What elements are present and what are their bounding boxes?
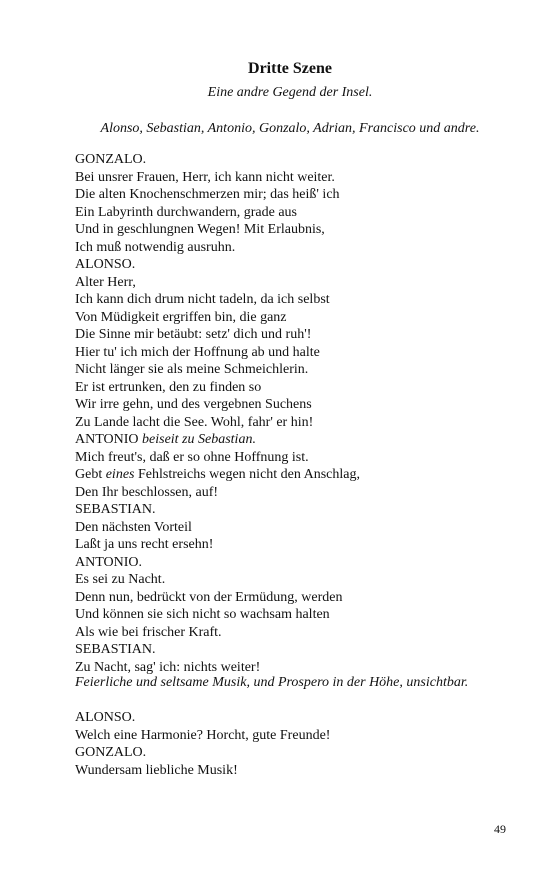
- verse-line: Wir irre gehn, und des vergebnen Suchens: [75, 397, 312, 412]
- dialogue-block: [75, 709, 535, 779]
- verse-line: Ein Labyrinth durchwandern, grade aus: [75, 204, 297, 220]
- emphasized-word: eines: [105, 467, 135, 482]
- speaker-gonzalo: GONZALO.: [75, 152, 147, 167]
- verse-fragment: Gebt: [75, 467, 106, 482]
- speaker-alonso: ALONSO.: [75, 710, 136, 725]
- verse-line: Hier tu' ich mich der Hoffnung ab und halte: [75, 344, 320, 360]
- verse-line: Alter Herr,: [75, 274, 136, 290]
- verse-line: Er ist ertrunken, den zu finden so: [75, 379, 262, 395]
- speaker-name: ANTONIO: [75, 432, 139, 447]
- verse-line: Nicht länger sie als meine Schmeichlerin.: [75, 362, 309, 377]
- verse-line: Den nächsten Vorteil: [75, 519, 192, 535]
- scene-subtitle: Eine andre Gegend der Insel.: [207, 85, 373, 100]
- verse-line: Und in geschlungnen Wegen! Mit Erlaubnis,: [75, 222, 325, 237]
- speaker-sebastian: SEBASTIAN.: [75, 502, 156, 517]
- speaker-alonso: ALONSO.: [75, 257, 136, 272]
- verse-line: Zu Nacht, sag' ich: nichts weiter!: [75, 659, 261, 675]
- aside-direction: beiseit zu Sebastian.: [142, 432, 256, 447]
- cast-list: Alonso, Sebastian, Antonio, Gonzalo, Adrian, Francisco und andre.: [100, 121, 480, 136]
- stage-direction: Feierliche und seltsame Musik, und Prospero in der Höhe, unsichtbar.: [75, 675, 469, 690]
- verse-line: Ich muß notwendig ausruhn.: [75, 239, 236, 255]
- verse-line: Wundersam liebliche Musik!: [75, 762, 238, 778]
- dialogue-block: [75, 151, 535, 676]
- verse-line: Denn nun, bedrückt von der Ermüdung, werden: [75, 589, 343, 605]
- verse-line: Den Ihr beschlossen, auf!: [75, 484, 219, 500]
- speaker-sebastian: SEBASTIAN.: [75, 642, 156, 657]
- verse-line: Es sei zu Nacht.: [75, 572, 166, 587]
- verse-line: Von Müdigkeit ergriffen bin, die ganz: [75, 309, 287, 325]
- verse-fragment: Fehlstreichs wegen nicht den Anschlag,: [134, 467, 360, 482]
- verse-line: Mich freut's, daß er so ohne Hoffnung ist.: [75, 449, 309, 465]
- verse-line: Welch eine Harmonie? Horcht, gute Freunde!: [75, 727, 331, 743]
- speaker-antonio: ANTONIO.: [75, 554, 143, 570]
- verse-line: Ich kann dich drum nicht tadeln, da ich selbst: [75, 292, 330, 307]
- verse-line: Als wie bei frischer Kraft.: [75, 624, 222, 640]
- page-number: 49: [494, 822, 506, 836]
- verse-line: Laßt ja uns recht ersehn!: [75, 537, 214, 552]
- scene-title: Dritte Szene: [248, 60, 332, 77]
- speaker-antonio-aside: [75, 431, 535, 449]
- verse-line: Bei unsrer Frauen, Herr, ich kann nicht weiter.: [75, 169, 335, 185]
- verse-line: Die Sinne mir betäubt: setz' dich und ruh'!: [75, 327, 312, 342]
- verse-line: Und können sie sich nicht so wachsam halten: [75, 607, 330, 622]
- verse-line-emphasis: [75, 466, 535, 484]
- verse-line: Zu Lande lacht die See. Wohl, fahr' er hin!: [75, 414, 314, 430]
- speaker-gonzalo: GONZALO.: [75, 745, 147, 760]
- verse-line: Die alten Knochenschmerzen mir; das heiß' ich: [75, 187, 340, 202]
